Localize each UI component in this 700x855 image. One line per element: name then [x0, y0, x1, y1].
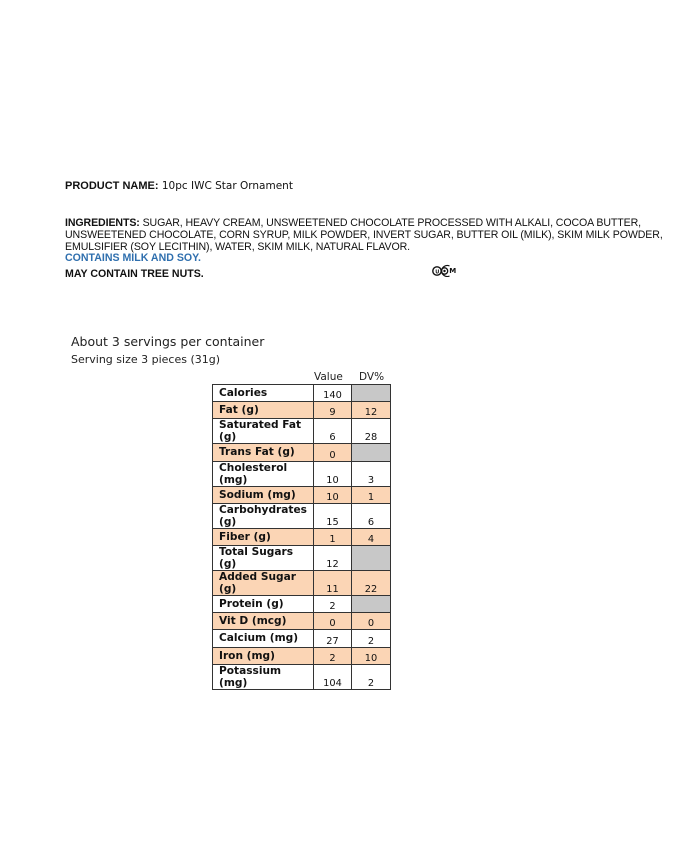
nutrient-daily-value — [352, 595, 391, 612]
svg-text:M: M — [449, 267, 457, 275]
nutrition-table — [212, 384, 391, 690]
nutrition-row — [213, 385, 391, 402]
nutrient-value: 1 — [314, 528, 352, 545]
nutrient-value: 0 — [314, 444, 352, 461]
nutrient-name: Calories — [213, 385, 314, 402]
nutrient-value: 2 — [314, 595, 352, 612]
nutrient-value: 140 — [314, 385, 352, 402]
nutrient-daily-value: 10 — [352, 647, 391, 664]
ou-kosher-dairy-icon — [432, 263, 458, 277]
nutrition-row — [213, 503, 391, 528]
nutrient-daily-value: 28 — [352, 419, 391, 444]
ingredients-text: SUGAR, HEAVY CREAM, UNSWEETENED CHOCOLATE PROCESSED WITH ALKALI, COCOA BUTTER, UNSWEETENED CHOCOLATE, CORN SYRUP, MILK POWDER, INVERT SUGAR, BUTTER OIL (MILK), SKIM MILK POWDER, EMULSIFIER (SOY LECITHIN), WATER, SKIM MILK, NATURAL FLAVOR. — [65, 217, 663, 253]
nutrient-daily-value: 4 — [352, 528, 391, 545]
nutrient-name: Iron (mg) — [213, 647, 314, 664]
nutrient-name: Saturated Fat (g) — [213, 419, 314, 444]
nutrition-row — [213, 461, 391, 486]
nutrient-value: 11 — [314, 570, 352, 595]
nutrient-name: Calcium (mg) — [213, 630, 314, 647]
servings-per-container: About 3 servings per container — [71, 334, 265, 349]
ingredients-block — [65, 217, 665, 253]
nutrition-row — [213, 402, 391, 419]
serving-size: Serving size 3 pieces (31g) — [71, 353, 221, 366]
nutrient-daily-value: 2 — [352, 664, 391, 689]
dv-column-header: DV% — [359, 371, 385, 383]
nutrient-name: Added Sugar (g) — [213, 570, 314, 595]
nutrition-row — [213, 528, 391, 545]
nutrient-value: 15 — [314, 503, 352, 528]
nutrient-value: 104 — [314, 664, 352, 689]
nutrient-name: Potassium (mg) — [213, 664, 314, 689]
nutrient-name: Sodium (mg) — [213, 486, 314, 503]
nutrition-row — [213, 486, 391, 503]
nutrition-row — [213, 630, 391, 647]
nutrition-row — [213, 647, 391, 664]
nutrient-name: Fat (g) — [213, 402, 314, 419]
nutrient-value: 2 — [314, 647, 352, 664]
nutrient-daily-value — [352, 385, 391, 402]
nutrition-row — [213, 545, 391, 570]
product-name-label: PRODUCT NAME: — [65, 180, 159, 192]
nutrition-row — [213, 613, 391, 630]
nutrient-name: Cholesterol (mg) — [213, 461, 314, 486]
nutrient-name: Total Sugars (g) — [213, 545, 314, 570]
nutrient-daily-value — [352, 444, 391, 461]
nutrient-value: 10 — [314, 461, 352, 486]
nutrient-value: 10 — [314, 486, 352, 503]
nutrition-row — [213, 570, 391, 595]
product-name-line — [65, 180, 293, 192]
nutrient-daily-value: 3 — [352, 461, 391, 486]
nutrient-name: Carbohydrates (g) — [213, 503, 314, 528]
nutrient-name: Protein (g) — [213, 595, 314, 612]
nutrient-name: Trans Fat (g) — [213, 444, 314, 461]
nutrition-row — [213, 444, 391, 461]
product-name-value: 10pc IWC Star Ornament — [161, 180, 293, 192]
nutrient-daily-value: 0 — [352, 613, 391, 630]
nutrient-daily-value: 2 — [352, 630, 391, 647]
nutrition-row — [213, 419, 391, 444]
nutrient-daily-value: 12 — [352, 402, 391, 419]
nutrition-row — [213, 595, 391, 612]
allergen-contains: CONTAINS MILK AND SOY. — [65, 252, 201, 264]
nutrient-daily-value: 6 — [352, 503, 391, 528]
nutrient-name: Vit D (mcg) — [213, 613, 314, 630]
svg-text:U: U — [435, 269, 440, 276]
nutrient-daily-value — [352, 545, 391, 570]
nutrient-value: 12 — [314, 545, 352, 570]
nutrient-name: Fiber (g) — [213, 528, 314, 545]
value-column-header: Value — [314, 371, 343, 383]
nutrient-value: 9 — [314, 402, 352, 419]
ingredients-label: INGREDIENTS: — [65, 217, 140, 229]
nutrition-row — [213, 664, 391, 689]
allergen-may-contain: MAY CONTAIN TREE NUTS. — [65, 268, 204, 280]
nutrient-value: 27 — [314, 630, 352, 647]
nutrient-value: 6 — [314, 419, 352, 444]
nutrient-value: 0 — [314, 613, 352, 630]
nutrient-daily-value: 1 — [352, 486, 391, 503]
nutrient-daily-value: 22 — [352, 570, 391, 595]
